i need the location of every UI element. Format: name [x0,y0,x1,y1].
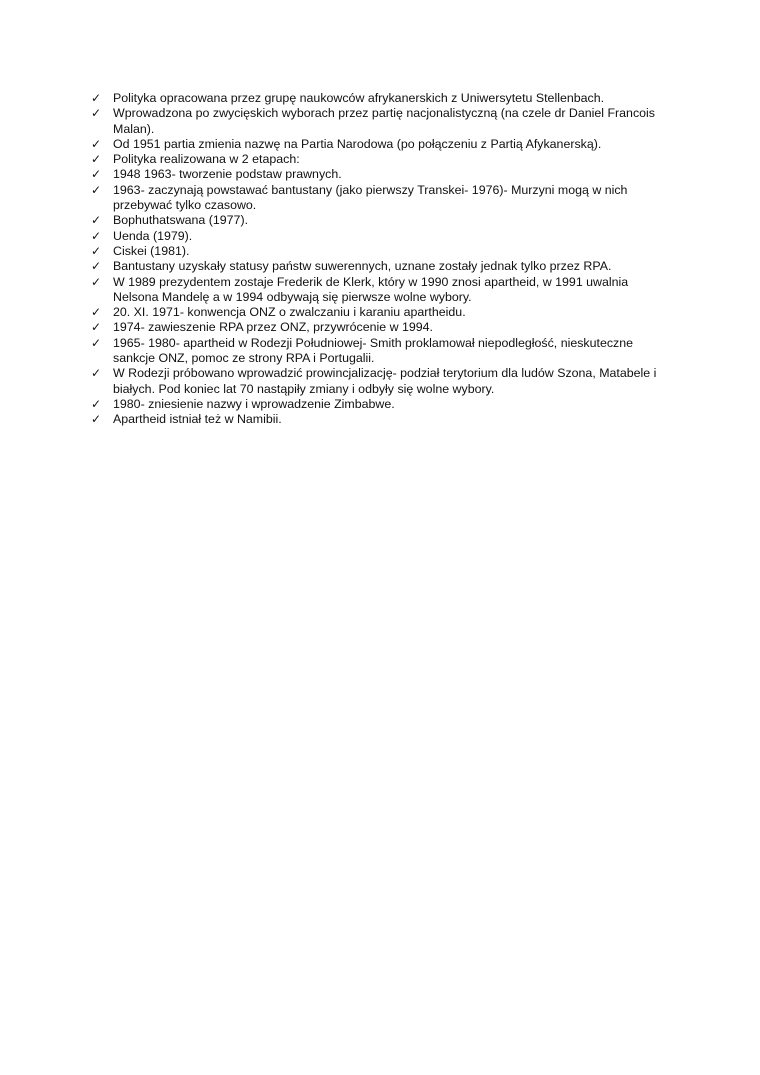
list-item [91,275,671,306]
list-item [91,366,671,397]
check-mark-icon: ✓ [91,91,102,105]
list-item-text: 1948 1963- tworzenie podstaw prawnych. [113,167,342,182]
list-item [91,305,671,320]
check-mark-icon: ✓ [91,136,102,151]
list-item-text: W Rodezji próbowano wprowadzić prowincjalizację- podział terytorium dla ludów Szona, Matabele i białych. Pod koniec lat 70 nastąpiły zmiany i odbyły się wolne wybory. [113,366,657,396]
list-item-text: 1965- 1980- apartheid w Rodezji Południowej- Smith proklamował niepodległość, nieskuteczne sankcje ONZ, pomoc ze strony RPA i Portugalii. [113,335,634,366]
list-item-text: Uenda (1979). [113,228,193,243]
list-item-text: Apartheid istniał też w Namibii. [113,412,282,427]
list-item-text: W 1989 prezydentem zostaje Frederik de Klerk, który w 1990 znosi apartheid, w 1991 uwalnia Nelsona Mandelę a w 1994 odbywają się pierwsze wolne wybory. [113,274,629,304]
list-item-text: Polityka opracowana przez grupę naukowców afrykanerskich z Uniwersytetu Stellenbach. [113,91,605,105]
check-mark-icon: ✓ [91,396,102,411]
check-mark-icon: ✓ [91,305,102,320]
list-item [91,213,671,228]
list-item-text: 1974- zawieszenie RPA przez ONZ, przywrócenie w 1994. [113,320,434,335]
list-item [91,183,671,214]
check-mark-icon: ✓ [91,152,102,167]
list-item [91,167,671,182]
list-item [91,397,671,412]
check-mark-icon: ✓ [91,213,102,228]
list-item-text: Bophuthatswana (1977). [113,213,249,228]
check-mark-icon: ✓ [91,228,102,243]
check-mark-icon: ✓ [91,320,102,335]
check-mark-icon: ✓ [91,167,102,182]
list-item [91,229,671,244]
list-item-text: Od 1951 partia zmienia nazwę na Partia Narodowa (po połączeniu z Partią Afykanerską). [113,136,602,151]
list-item-text: 20. XI. 1971- konwencja ONZ o zwalczaniu i karaniu apartheidu. [113,305,466,320]
list-item [91,244,671,259]
list-item [91,320,671,335]
check-mark-icon: ✓ [91,106,102,121]
list-item-text: 1980- zniesienie nazwy i wprowadzenie Zimbabwe. [113,396,395,411]
list-item [91,412,671,427]
list-item-text: Ciskei (1981). [113,243,190,258]
check-mark-icon: ✓ [91,335,102,350]
list-item-text: 1963- zaczynają powstawać bantustany (jako pierwszy Transkei- 1976)- Murzyni mogą w nich przebywać tylko czasowo. [113,182,628,213]
check-mark-icon: ✓ [91,366,102,381]
list-item-text: Wprowadzona po zwycięskich wyborach przez partię nacjonalistyczną (na czele dr Daniel Francois Malan). [113,106,655,136]
list-item [91,91,671,106]
check-mark-icon: ✓ [91,243,102,258]
check-mark-icon: ✓ [91,182,102,197]
bullet-list [91,91,671,428]
list-item [91,336,671,367]
check-mark-icon: ✓ [91,274,102,289]
list-item-text: Polityka realizowana w 2 etapach: [113,152,300,167]
list-item [91,259,671,274]
list-item [91,152,671,167]
check-mark-icon: ✓ [91,259,102,274]
list-item [91,137,671,152]
list-item [91,106,671,137]
check-mark-icon: ✓ [91,412,102,427]
list-item-text: Bantustany uzyskały statusy państw suwerennych, uznane zostały jednak tylko przez RPA. [113,259,612,274]
